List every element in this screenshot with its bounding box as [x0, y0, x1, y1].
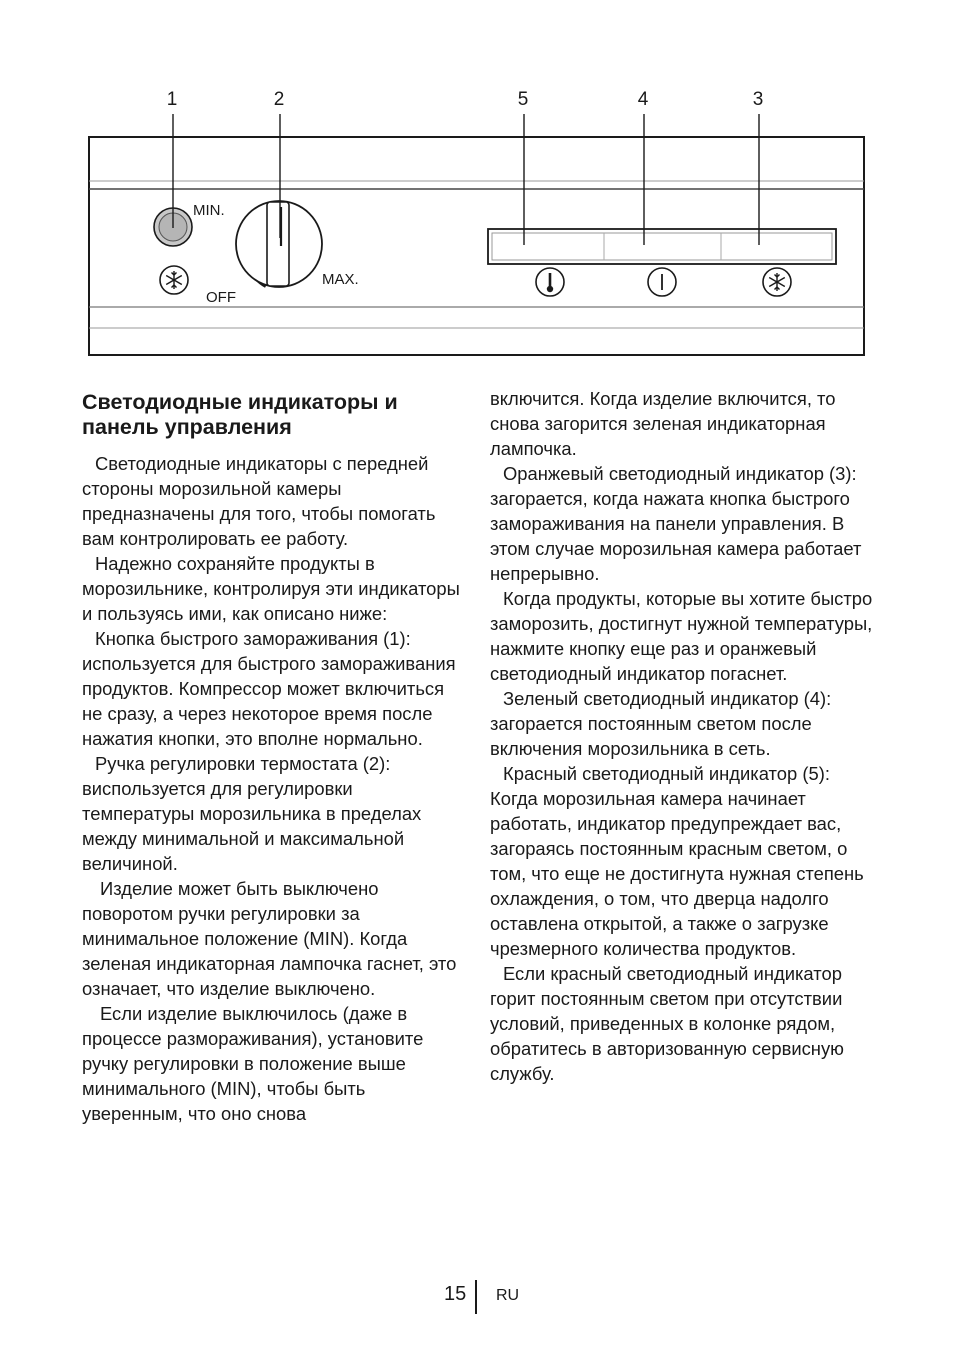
language-code: RU: [496, 1287, 520, 1304]
paragraph: Красный светодиодный индикатор (5): Когда морозильная камера начинает работать, индикатор предупреждает вас, загораясь постоянным красным светом, о том, что еще не достигнута нужная степень охлаждения, о том, что дверца надолго оставлена открытой, а также о загрузке чрезмерного количества продуктов.: [490, 763, 864, 959]
paragraph: включится. Когда изделие включится, то снова загорится зеленая индикаторная лампочка.: [490, 388, 836, 459]
control-panel-diagram: [0, 0, 954, 370]
callout-2: 2: [273, 89, 285, 110]
callout-1: 1: [166, 89, 178, 110]
footer-divider: [475, 1280, 477, 1314]
off-label: OFF: [206, 289, 236, 306]
paragraph: Светодиодные индикаторы с передней стороны морозильной камеры предназначены для того, чтобы помогать вам контролировать ее работу.: [82, 453, 436, 549]
page-number: 15: [444, 1283, 467, 1305]
paragraph: Ручка регулировки термостата (2): виспользуется для регулировки температуры морозильника в пределах между минимальной и максимальной величиной.: [82, 753, 422, 874]
thermometer-icon: [536, 268, 564, 296]
section-title: Светодиодные индикаторы и панель управления: [82, 390, 398, 439]
left-column: [82, 390, 466, 1126]
paragraph: Изделие может быть выключено поворотом ручки регулировки за минимальное положение (MIN). Когда зеленая индикаторная лампочка гаснет, это означает, что изделие выключено.: [82, 878, 457, 999]
paragraph: Зеленый светодиодный индикатор (4): загорается постоянным светом после включения морозильника в сеть.: [490, 688, 832, 759]
paragraph: Если красный светодиодный индикатор горит постоянным светом при отсутствии условий, приведенных в колонке рядом, обратитесь в авторизованную сервисную службу.: [490, 963, 844, 1084]
callout-5: 5: [517, 89, 529, 110]
right-column: [490, 386, 875, 1086]
min-label: MIN.: [193, 202, 225, 219]
paragraph: Кнопка быстрого замораживания (1): используется для быстрого замораживания продуктов. Компрессор может включиться не сразу, а через некоторое время после нажатия кнопки, это вполне нормально.: [82, 628, 456, 749]
callout-4: 4: [637, 89, 649, 110]
max-label: MAX.: [322, 271, 359, 288]
paragraph: Надежно сохраняйте продукты в морозильнике, контролируя эти индикаторы и пользуясь ими, как описано ниже:: [82, 553, 460, 624]
paragraph: Если изделие выключилось (даже в процессе размораживания), установите ручку регулировки в положение выше минимального (MIN), чтобы быть уверенным, что оно снова: [82, 1003, 424, 1124]
callout-3: 3: [752, 89, 764, 110]
power-icon: [648, 268, 676, 296]
snowflake-icon: [160, 266, 188, 294]
snowflake-icon: [763, 268, 791, 296]
paragraph: Когда продукты, которые вы хотите быстро заморозить, достигнут нужной температуры, нажмите кнопку еще раз и оранжевый светодиодный индикатор погаснет.: [490, 588, 873, 684]
led-indicator-strip: [488, 229, 836, 264]
paragraph: Оранжевый светодиодный индикатор (3): загорается, когда нажата кнопка быстрого замораживания на панели управления. В этом случае морозильная камера работает непрерывно.: [490, 463, 862, 584]
